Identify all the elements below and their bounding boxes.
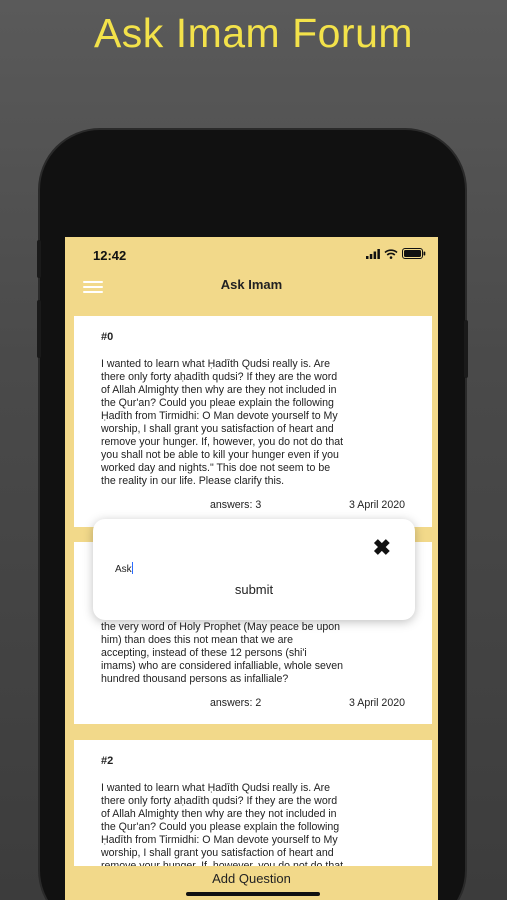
phone-side-button — [37, 300, 41, 358]
status-icons — [366, 248, 426, 259]
add-question-button[interactable]: Add Question — [212, 871, 291, 886]
page-title: Ask Imam — [220, 277, 283, 292]
battery-icon — [402, 248, 426, 259]
question-date: 3 April 2020 — [349, 697, 405, 709]
promo-title: Ask Imam Forum — [93, 10, 414, 56]
status-time: 12:42 — [93, 248, 127, 263]
submit-button[interactable]: submit — [234, 582, 274, 597]
question-text: I wanted to learn what Ḥadīth Qudsi really is. Are there only forty aḥadīth qudsi? If they are the word of Allah Almighty then why are they not included in the Qur'an? Could you please explain the following Ḥadīth from Tirmidhi: O Man devote yourself to My worship, I shall grant you satisfaction of heart and — [101, 782, 340, 859]
question-number: #2 — [101, 755, 114, 767]
navbar — [65, 271, 438, 315]
phone-side-button — [37, 240, 41, 278]
answers-count: answers: 3 — [210, 499, 262, 511]
phone-side-button — [464, 320, 468, 378]
question-input[interactable] — [115, 562, 335, 580]
wifi-icon — [384, 249, 398, 259]
bottom-bar — [65, 866, 438, 900]
app-screen — [65, 237, 438, 900]
answers-count: answers: 2 — [210, 697, 262, 709]
question-number: #0 — [101, 331, 114, 343]
question-date: 3 April 2020 — [349, 499, 405, 511]
signal-icon — [366, 249, 380, 259]
text-caret — [132, 562, 133, 574]
question-card[interactable] — [74, 316, 432, 527]
question-input-value: Ask — [115, 564, 132, 575]
question-text: the very word of Holy Prophet (May peace be upon him) than does this not mean that we are accepting, instead of these 12 persons (shi'i imams) who are considered infalliable, whole seven hundred thousand persons as infalliale? — [101, 621, 344, 685]
home-indicator — [186, 892, 320, 896]
close-icon[interactable]: ✖ — [372, 535, 391, 560]
status-bar — [65, 237, 438, 271]
question-text: I wanted to learn what Ḥadīth Qudsi really is. Are there only forty aḥadīth qudsi? If they are the word of Allah Almighty then why are they not included in the Qur'an? Could you pleae explain the following Ḥadīth from Tirmidhi: O Man devote yourself to My worship, I shall grant you satisfaction of heart and remove your hunger. If, however, you do not do that you shall not be able to kill your hunger even if you worked day and nights." This doe not seem to be the reality in our life. Please clarify this. — [101, 358, 344, 487]
ask-question-modal — [93, 519, 415, 620]
question-card[interactable] — [74, 740, 432, 870]
